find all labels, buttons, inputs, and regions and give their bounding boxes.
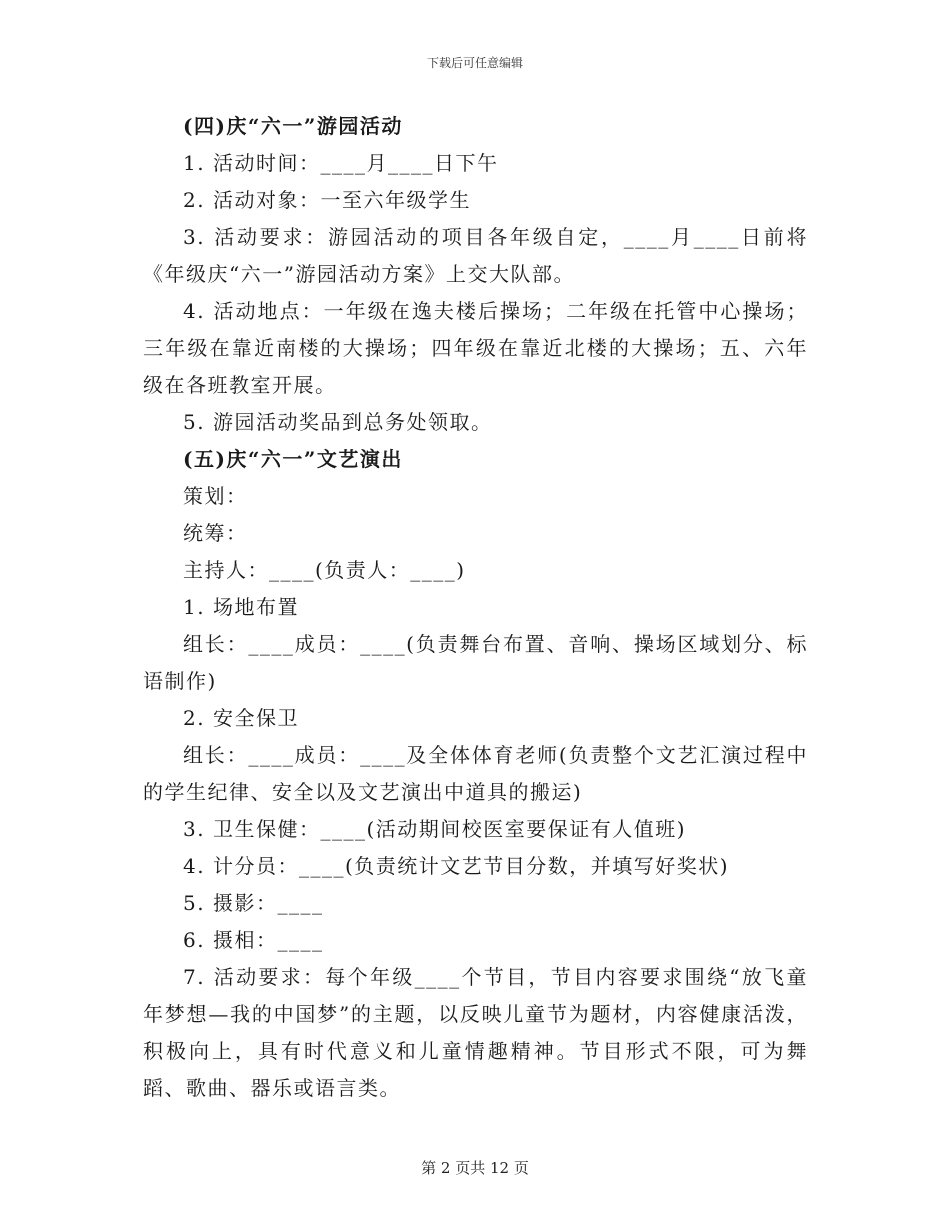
- paragraph: 6. 摄相：____: [183, 928, 324, 952]
- paragraph: 1. 活动时间：____月____日下午: [183, 151, 499, 175]
- paragraph: 1. 场地布置: [183, 595, 299, 619]
- paragraph: 2. 活动对象：一至六年级学生: [183, 188, 471, 212]
- paragraph: 7. 活动要求：每个年级____个节目，节目内容要求围绕“放飞童年梦想—我的中国梦”的主题，以反映儿童节为题材，内容健康活泼，积极向上，具有时代意义和儿童情趣精神。节目形式不限，可为舞蹈、歌曲、器乐或语言类。: [143, 965, 808, 1100]
- paragraph: 策划：: [183, 484, 248, 508]
- paragraph: 主持人：____(负责人：____): [183, 558, 466, 582]
- paragraph: 4. 计分员：____(负责统计文艺节目分数，并填写好奖状): [183, 854, 730, 878]
- paragraph: 组长：____成员：____及全体体育老师(负责整个文艺汇演过程中的学生纪律、安全以及文艺演出中道具的搬运): [143, 743, 808, 804]
- section-heading-4: (四)庆“六一”游园活动: [183, 114, 403, 138]
- section-heading-5: (五)庆“六一”文艺演出: [183, 447, 403, 471]
- page-footer: 第 2 页共 12 页: [421, 1159, 529, 1177]
- paragraph: 3. 活动要求：游园活动的项目各年级自定，____月____日前将《年级庆“六一”游园活动方案》上交大队部。: [143, 225, 808, 286]
- paragraph: 组长：____成员：____(负责舞台布置、音响、操场区域划分、标语制作): [143, 632, 808, 693]
- paragraph: 统筹：: [183, 521, 248, 545]
- document-body: [143, 108, 808, 1107]
- paragraph: 4. 活动地点：一年级在逸夫楼后操场；二年级在托管中心操场；三年级在靠近南楼的大操场；四年级在靠近北楼的大操场；五、六年级在各班教室开展。: [143, 299, 808, 397]
- paragraph: 5. 游园活动奖品到总务处领取。: [183, 410, 493, 434]
- paragraph: 3. 卫生保健：____(活动期间校医室要保证有人值班): [183, 817, 687, 841]
- paragraph: 2. 安全保卫: [183, 706, 299, 730]
- paragraph: 5. 摄影：____: [183, 891, 324, 915]
- page-header: 下载后可任意编辑: [426, 56, 523, 70]
